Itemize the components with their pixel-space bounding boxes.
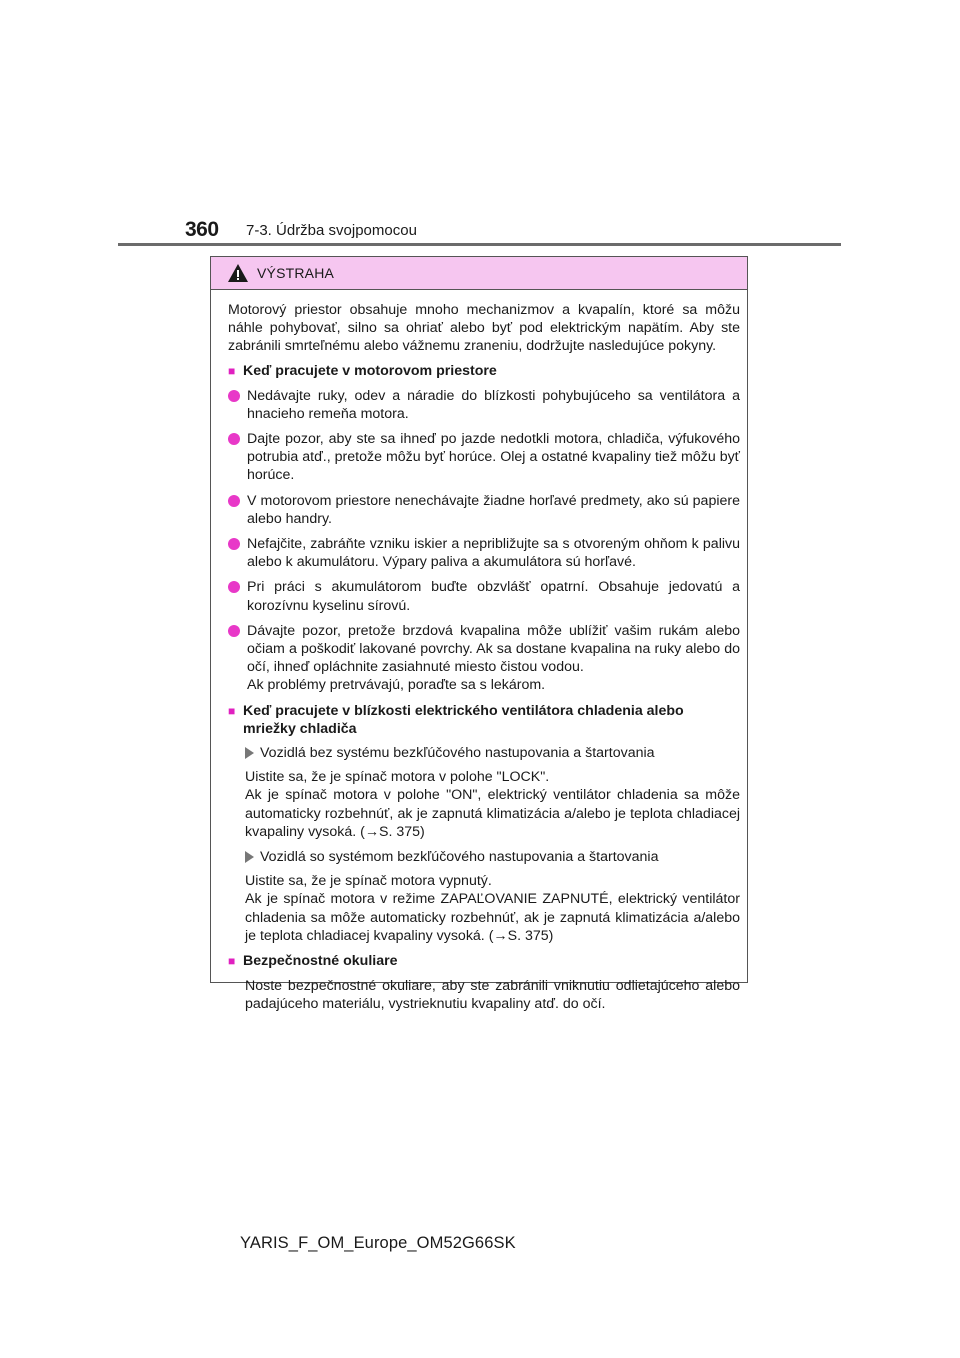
warning-header [211,257,747,290]
section-heading [228,362,740,381]
square-bullet-icon: ■ [228,954,236,969]
list-item-text: V motorovom priestore nenechávajte žiadne horľavé predmety, ako sú papiere alebo handry. [247,492,740,527]
section-heading-text: Keď pracujete v motorovom priestore [243,362,497,379]
list-item-text-main: Dávajte pozor, pretože brzdová kvapalina môže ublížiť vašim rukám alebo očiam a poškodiť lakované povrchy. Ak sa dostane kvapalina na ruky alebo do očí, ihneď opláchnite zasiahnuté miesto čistou vodou. [247,622,740,676]
footer-document-code: YARIS_F_OM_Europe_OM52G66SK [240,1234,516,1252]
sub-heading-text: Vozidlá so systémom bezkľúčového nastupovania a štartovania [260,849,659,866]
paragraph [245,768,740,841]
section-title: 7-3. Údržba svojpomocou [246,222,417,239]
circle-bullet-icon [228,433,240,445]
list-item-text: Nedávajte ruky, odev a náradie do blízkosti pohybujúceho sa ventilátora a hnacieho remeňa motora. [247,387,740,422]
triangle-bullet-icon [245,851,254,863]
list-item [228,535,740,571]
sub-heading [245,848,740,866]
section-heading-text: Bezpečnostné okuliare [243,953,398,970]
page-number: 360 [185,218,219,241]
warning-triangle-icon [227,263,249,283]
list-item [228,387,740,423]
paragraph-line: Uistite sa, že je spínač motora vypnutý. [245,873,492,890]
header-divider [118,243,841,246]
list-item [228,430,740,485]
section-heading [228,702,740,738]
warning-title: VÝSTRAHA [257,265,335,281]
warning-intro: Motorový priestor obsahuje mnoho mechanizmov a kvapalín, ktoré sa môžu náhle pohybovať, silno sa ohriať alebo byť pod elektrickým napätím. Aby ste zabránili smrteľnému alebo vážnemu zraneniu, dodržujte nasledujúce pokyny. [228,302,740,355]
circle-bullet-icon [228,581,240,593]
section-heading [228,952,740,971]
warning-body [211,290,747,1014]
paragraph: Noste bezpečnostné okuliare, aby ste zabránili vniknutiu odlietajúceho alebo padajúceho materiálu, vystrieknutiu kvapaliny atď. do očí. [245,978,740,1013]
warning-box [210,256,748,1013]
list-item-text: Dajte pozor, aby ste sa ihneď po jazde nedotkli motora, chladiča, výfukového potrubia atď., pretože môžu byť horúce. Olej a ostatné kvapaliny tiež môžu byť horúce. [247,431,740,484]
circle-bullet-icon [228,538,240,550]
sub-heading [245,744,740,762]
triangle-bullet-icon [245,747,254,759]
circle-bullet-icon [228,495,240,507]
list-item-text [247,622,740,695]
circle-bullet-icon [228,390,240,402]
paragraph [245,872,740,945]
list-item [228,492,740,528]
list-item-text-extra: Ak problémy pretrvávajú, poraďte sa s lekárom. [247,677,546,694]
paragraph-line: Uistite sa, že je spínač motora v polohe "LOCK". [245,769,550,786]
list-item [228,622,740,695]
list-item [228,578,740,614]
sub-heading-text: Vozidlá bez systému bezkľúčového nastupovania a štartovania [260,745,655,762]
paragraph-line: Ak je spínač motora v režime ZAPAĽOVANIE ZAPNUTÉ, elektrický ventilátor chladenia sa môže automaticky rozbehnúť, ak je zapnutá klimatizácia a/alebo je teplota chladiacej kvapaliny vysoká. (→S. 375) [245,891,740,944]
section-heading-text: Keď pracujete v blízkosti elektrického ventilátora chladenia alebo mriežky chladiča [243,702,684,737]
list-item-text: Pri práci s akumulátorom buďte obzvlášť opatrní. Obsahuje jedovatú a korozívnu kyselinu sírovú. [247,579,740,614]
circle-bullet-icon [228,625,240,637]
square-bullet-icon: ■ [228,363,236,378]
list-item-text: Nefajčite, zabráňte vzniku iskier a nepribližujte sa s otvoreným ohňom k palivu alebo k akumulátoru. Výpary paliva a akumulátora sú horľavé. [247,536,740,571]
square-bullet-icon: ■ [228,703,236,718]
paragraph-line: Ak je spínač motora v polohe "ON", elektrický ventilátor chladenia sa môže automaticky rozbehnúť, ak je zapnutá klimatizácia a/alebo je teplota chladiacej kvapaliny vysoká. (→S. 375) [245,787,740,840]
